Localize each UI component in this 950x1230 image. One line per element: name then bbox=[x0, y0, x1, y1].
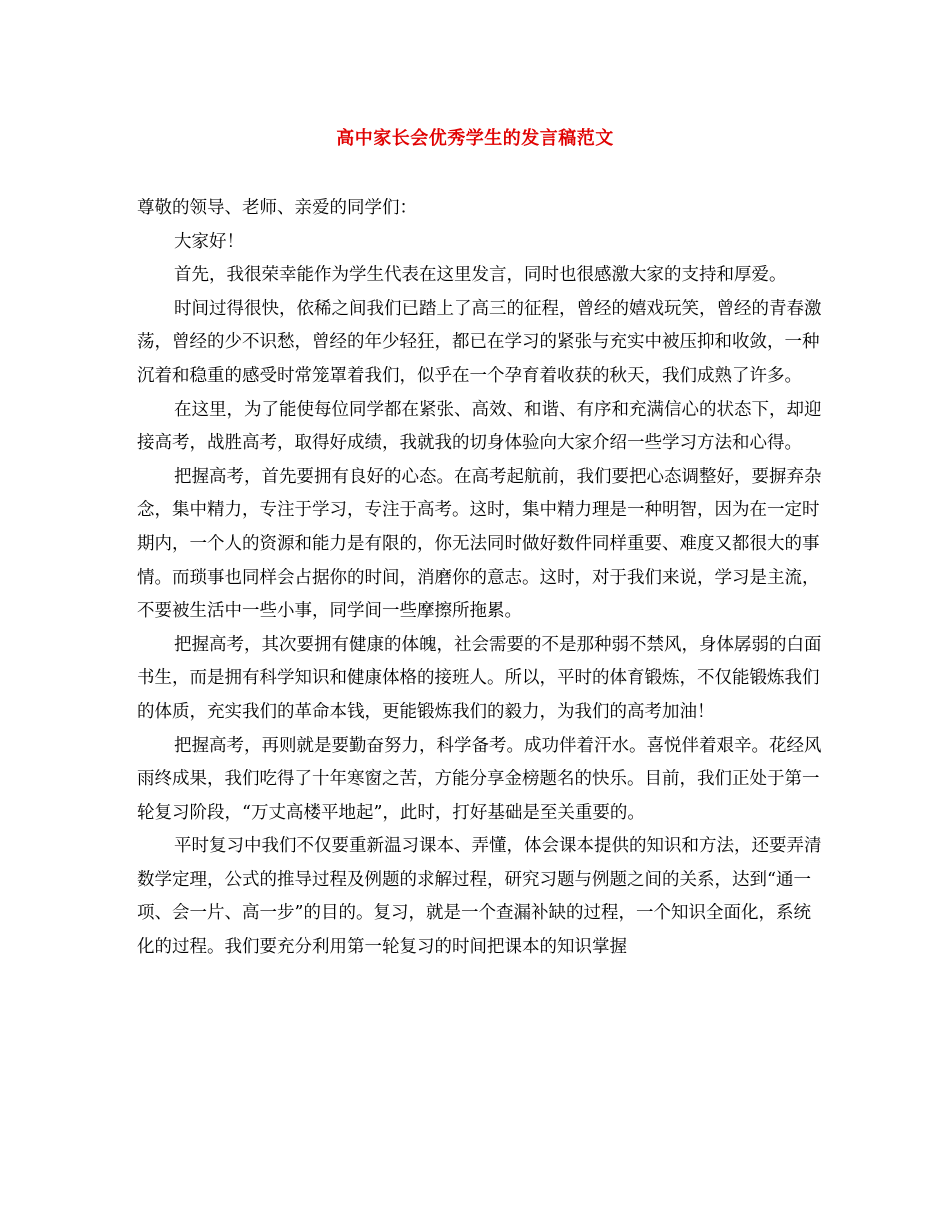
paragraph: 把握高考，其次要拥有健康的体魄，社会需要的不是那种弱不禁风，身体孱弱的白面书生，而是拥有科学知识和健康体格的接班人。所以，平时的体育锻炼，不仅能锻炼我们的体质，充实我们的革命本钱，更能锻炼我们的毅力，为我们的高考加油！ bbox=[137, 634, 822, 722]
paragraph: 在这里，为了能使每位同学都在紧张、高效、和谐、有序和充满信心的状态下，却迎接高考，战胜高考，取得好成绩，我就我的切身体验向大家介绍一些学习方法和心得。 bbox=[137, 399, 822, 454]
greeting-line: 大家好！ bbox=[174, 231, 244, 252]
paragraph: 把握高考，再则就是要勤奋努力，科学备考。成功伴着汗水。喜悦伴着艰辛。花经风雨终成果，我们吃得了十年寒窗之苦，方能分享金榜题名的快乐。目前，我们正处于第一轮复习阶段，“万丈高楼平地起”，此时，打好基础是至关重要的。 bbox=[137, 735, 822, 823]
document-body bbox=[137, 192, 825, 965]
paragraph: 把握高考，首先要拥有良好的心态。在高考起航前，我们要把心态调整好，要摒弃杂念，集中精力，专注于学习，专注于高考。这时，集中精力理是一种明智，因为在一定时期内，一个人的资源和能力是有限的，你无法同时做好数件同样重要、难度又都很大的事情。而琐事也同样会占据你的时间，消磨你的意志。这时，对于我们来说，学习是主流，不要被生活中一些小事，同学间一些摩擦所拖累。 bbox=[137, 466, 822, 622]
paragraph: 首先，我很荣幸能作为学生代表在这里发言，同时也很感激大家的支持和厚爱。 bbox=[174, 265, 787, 286]
paragraph: 时间过得很快，依稀之间我们已踏上了高三的征程，曾经的嬉戏玩笑，曾经的青春激荡，曾经的少不识愁，曾经的年少轻狂，都已在学习的紧张与充实中被压抑和收敛，一种沉着和稳重的感受时常笼罩着我们，似乎在一个孕育着收获的秋天，我们成熟了许多。 bbox=[137, 298, 822, 386]
paragraph: 平时复习中我们不仅要重新温习课本、弄懂，体会课本提供的知识和方法，还要弄清数学定理，公式的推导过程及例题的求解过程，研究习题与例题之间的关系，达到“通一项、会一片、高一步”的目的。复习，就是一个查漏补缺的过程，一个知识全面化，系统化的过程。我们要充分利用第一轮复习的时间把课本的知识掌握 bbox=[137, 836, 822, 958]
salutation-line: 尊敬的领导、老师、亲爱的同学们： bbox=[137, 198, 417, 218]
document-title: 高中家长会优秀学生的发言稿范文 bbox=[336, 128, 614, 149]
